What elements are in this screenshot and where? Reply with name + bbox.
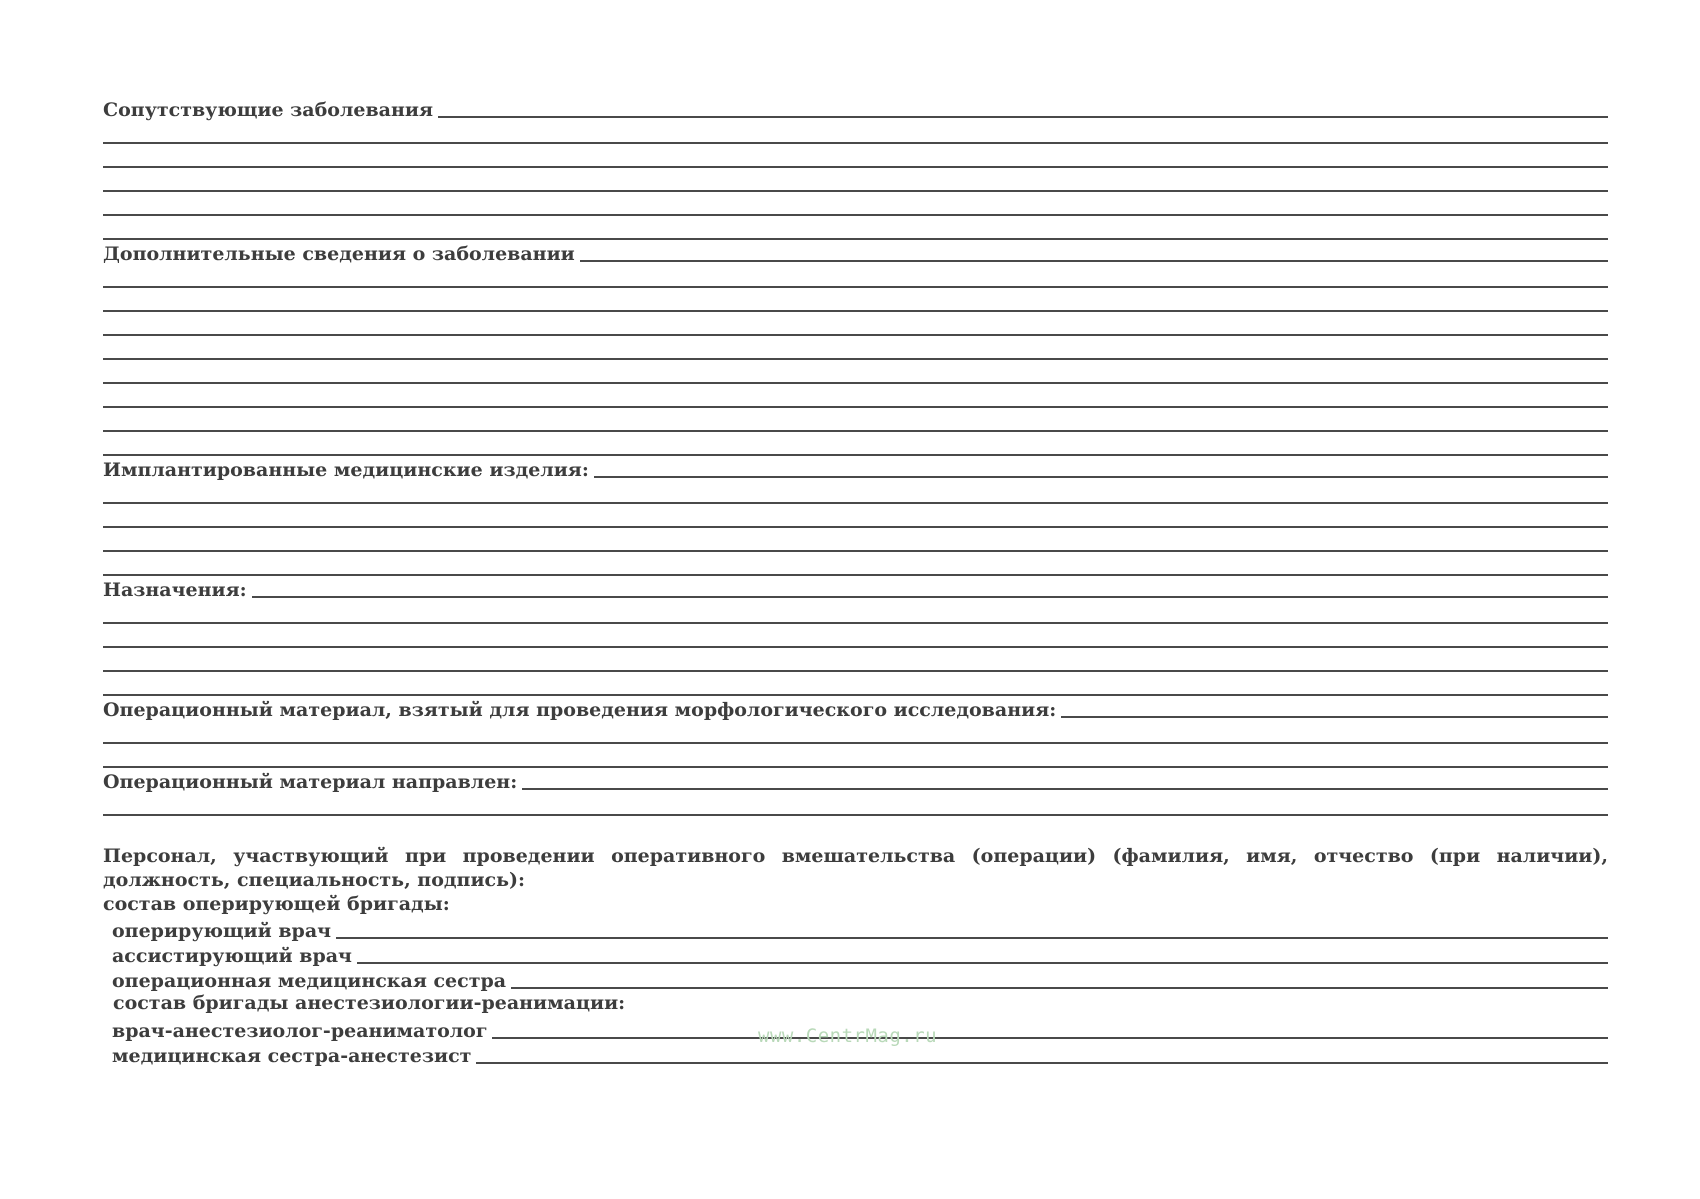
blank-line[interactable] <box>103 504 1608 528</box>
anesth-nurse-label: медицинская сестра-анестезист <box>112 1045 472 1067</box>
blank-line[interactable] <box>103 672 1608 696</box>
nurse-field[interactable] <box>103 966 1608 991</box>
blank-line[interactable] <box>103 792 1608 816</box>
surgeon-label: оперирующий врач <box>112 920 332 942</box>
blank-line[interactable] <box>103 552 1608 576</box>
blank-line[interactable] <box>103 408 1608 432</box>
implants-field[interactable] <box>103 456 1608 480</box>
blank-line[interactable] <box>103 216 1608 240</box>
assistant-label: ассистирующий врач <box>112 945 352 967</box>
blank-line[interactable] <box>103 648 1608 672</box>
anesth-team-label: состав бригады анестезиологии-реанимации: <box>113 992 626 1014</box>
blank-line[interactable] <box>103 288 1608 312</box>
blank-line[interactable] <box>103 624 1608 648</box>
prescriptions-line[interactable] <box>252 596 1608 598</box>
blank-line[interactable] <box>103 312 1608 336</box>
personnel-intro: Персонал, участвующий при проведении оперативного вмешательства (операции) (фамилия, имя, отчество (при наличии), должность, специальность, подпись): <box>103 845 1608 891</box>
implants-line[interactable] <box>594 476 1608 478</box>
blank-line[interactable] <box>103 336 1608 360</box>
blank-line[interactable] <box>103 528 1608 552</box>
blank-line[interactable] <box>103 192 1608 216</box>
surgeon-field[interactable] <box>103 916 1608 941</box>
implants-label: Имплантированные медицинские изделия: <box>103 459 589 481</box>
morphology-material-label: Операционный материал, взятый для проведения морфологического исследования: <box>103 699 1057 721</box>
section-comorbidities <box>103 96 1608 240</box>
material-sent-field[interactable] <box>103 768 1608 792</box>
material-sent-label: Операционный материал направлен: <box>103 771 518 793</box>
section-implants <box>103 456 1608 576</box>
watermark: www.CentrMag.ru <box>758 1025 938 1047</box>
comorbidities-label: Сопутствующие заболевания <box>103 99 433 121</box>
morphology-material-line[interactable] <box>1061 716 1608 718</box>
section-additional-info <box>103 240 1608 456</box>
operating-team-label: состав оперирующей бригады: <box>103 893 450 915</box>
comorbidities-field[interactable] <box>103 96 1608 120</box>
additional-info-line[interactable] <box>580 260 1608 262</box>
blank-line[interactable] <box>103 744 1608 768</box>
section-prescriptions <box>103 576 1608 696</box>
nurse-line[interactable] <box>511 987 1608 989</box>
nurse-label: операционная медицинская сестра <box>112 970 507 992</box>
blank-line[interactable] <box>103 120 1608 144</box>
blank-line[interactable] <box>103 384 1608 408</box>
blank-line[interactable] <box>103 360 1608 384</box>
additional-info-label: Дополнительные сведения о заболевании <box>103 243 575 265</box>
blank-line[interactable] <box>103 432 1608 456</box>
morphology-material-field[interactable] <box>103 696 1608 720</box>
additional-info-field[interactable] <box>103 240 1608 264</box>
assistant-line[interactable] <box>357 962 1608 964</box>
blank-line[interactable] <box>103 144 1608 168</box>
assistant-field[interactable] <box>103 941 1608 966</box>
medical-form <box>103 96 1608 1066</box>
blank-line[interactable] <box>103 720 1608 744</box>
surgeon-line[interactable] <box>336 937 1608 939</box>
material-sent-line[interactable] <box>522 788 1608 790</box>
prescriptions-label: Назначения: <box>103 579 247 601</box>
anesthesiologist-line[interactable] <box>492 1037 1608 1039</box>
prescriptions-field[interactable] <box>103 576 1608 600</box>
blank-line[interactable] <box>103 480 1608 504</box>
blank-line[interactable] <box>103 168 1608 192</box>
blank-line[interactable] <box>103 264 1608 288</box>
section-morphology-material <box>103 696 1608 768</box>
section-material-sent <box>103 768 1608 816</box>
blank-line[interactable] <box>103 600 1608 624</box>
anesthesiologist-label: врач-анестезиолог-реаниматолог <box>112 1020 488 1042</box>
comorbidities-line[interactable] <box>438 116 1608 118</box>
anesth-nurse-line[interactable] <box>476 1062 1608 1064</box>
